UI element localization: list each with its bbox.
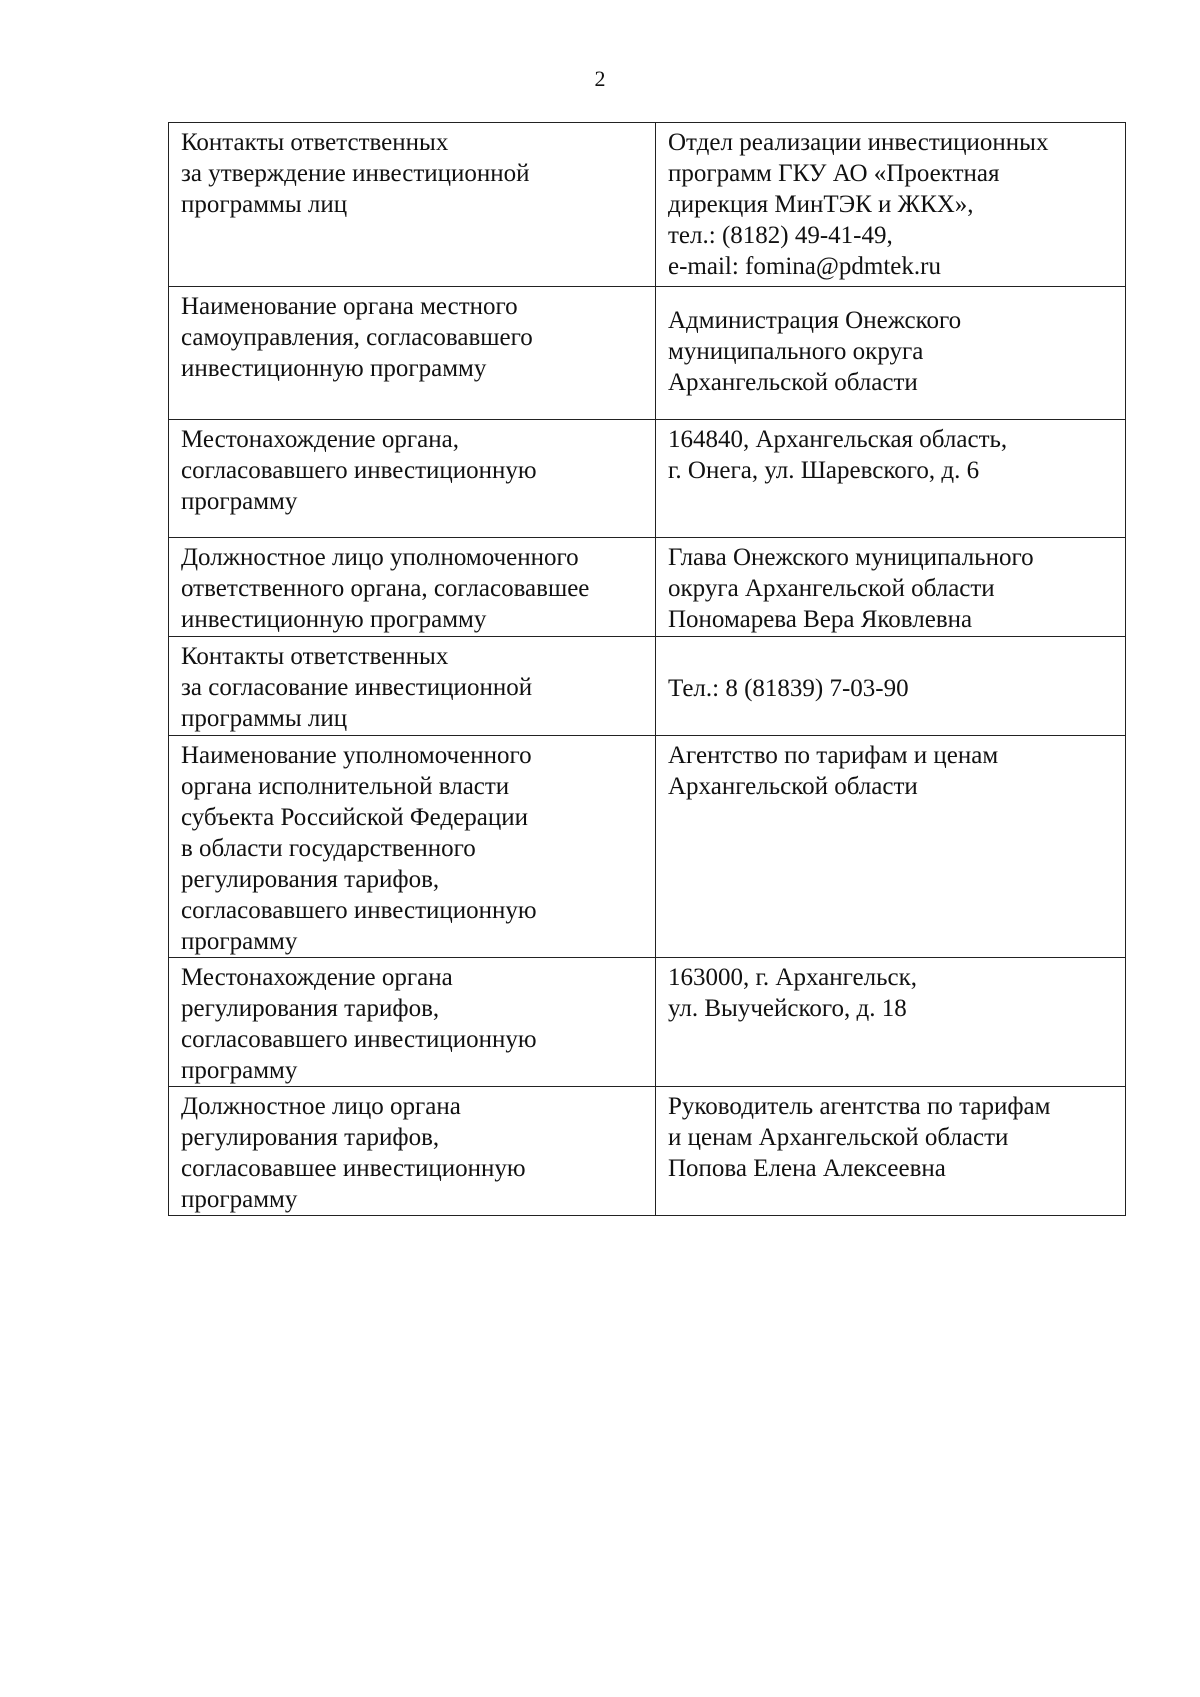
- row-label: Должностное лицо уполномоченного ответственного органа, согласовавшее инвестиционную программу: [169, 538, 656, 637]
- table-row: [169, 123, 1126, 287]
- table-row: [169, 420, 1126, 538]
- row-value: Агентство по тарифам и ценам Архангельской области: [656, 736, 1126, 958]
- table-row: [169, 637, 1126, 736]
- table-row: [169, 958, 1126, 1087]
- row-label: Местонахождение органа регулирования тарифов, согласовавшего инвестиционную программу: [169, 958, 656, 1087]
- row-value: Администрация Онежского муниципального округа Архангельской области: [656, 287, 1126, 420]
- table-row: [169, 538, 1126, 637]
- row-label: Должностное лицо органа регулирования тарифов, согласовавшее инвестиционную программу: [169, 1087, 656, 1216]
- row-value: Глава Онежского муниципального округа Архангельской области Пономарева Вера Яковлевна: [656, 538, 1126, 637]
- row-label: Местонахождение органа, согласовавшего инвестиционную программу: [169, 420, 656, 538]
- page-number: 2: [594, 66, 606, 91]
- row-label: Контакты ответственных за утверждение инвестиционной программы лиц: [169, 123, 656, 287]
- table-row: [169, 1087, 1126, 1216]
- row-value: 163000, г. Архангельск, ул. Выучейского, д. 18: [656, 958, 1126, 1087]
- row-value: 164840, Архангельская область, г. Онега, ул. Шаревского, д. 6: [656, 420, 1126, 538]
- row-value: Руководитель агентства по тарифам и ценам Архангельской области Попова Елена Алексеевна: [656, 1087, 1126, 1216]
- info-table: [168, 122, 1126, 1216]
- table-row: [169, 736, 1126, 958]
- row-label: Наименование органа местного самоуправления, согласовавшего инвестиционную программу: [169, 287, 656, 420]
- row-label: Контакты ответственных за согласование инвестиционной программы лиц: [169, 637, 656, 736]
- row-value: Отдел реализации инвестиционных программ ГКУ АО «Проектная дирекция МинТЭК и ЖКХ», тел.: (8182) 49-41-49, e-mail: fomina@pdmtek.ru: [656, 123, 1126, 287]
- row-label: Наименование уполномоченного органа исполнительной власти субъекта Российской Федерации в области государственного регулирования тарифов, согласовавшего инвестиционную программу: [169, 736, 656, 958]
- row-value: Тел.: 8 (81839) 7-03-90: [656, 637, 1126, 736]
- table-row: [169, 287, 1126, 420]
